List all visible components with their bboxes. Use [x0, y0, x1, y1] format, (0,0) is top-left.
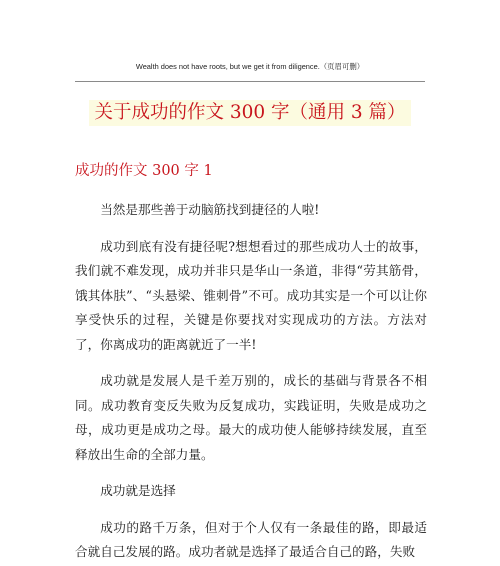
document-title: 关于成功的作文 300 字（通用 3 篇）: [89, 100, 410, 126]
paragraph: 成功就是发展人是千差万别的，成长的基础与背景各不相同。成功教育变反失败为反复成功，实践证明，失败是成功之母，成功更是成功之母。最大的成功使人能够持续发展，直至释放出生命的全部力量。: [75, 373, 427, 462]
section-heading: 成功的作文 300 字 1: [75, 163, 213, 179]
header-divider: [75, 81, 425, 82]
title-container: [0, 100, 500, 126]
paragraph: 成功就是选择: [100, 483, 176, 498]
body-text: [75, 198, 427, 566]
page-header: Wealth does not have roots, but we get it from diligence.（页眉可删）: [135, 62, 365, 71]
paragraph: 成功到底有没有捷径呢?想想看过的那些成功人士的故事，我们就不难发现，成功并非只是华山一条道，非得“劳其筋骨，饿其体肤”、“头悬梁、锥刺骨”不可。成功其实是一个可以让你享受快乐的过程，关键是你要找对实现成功的方法。方法对了，你离成功的距离就近了一半!: [75, 238, 427, 352]
paragraph: 成功的路千万条，但对于个人仅有一条最佳的路，即最适合就自己发展的路。成功者就是选择了最适合自己的路，失败: [75, 519, 427, 559]
paragraph: 当然是那些善于动脑筋找到捷径的人啦!: [100, 202, 320, 217]
